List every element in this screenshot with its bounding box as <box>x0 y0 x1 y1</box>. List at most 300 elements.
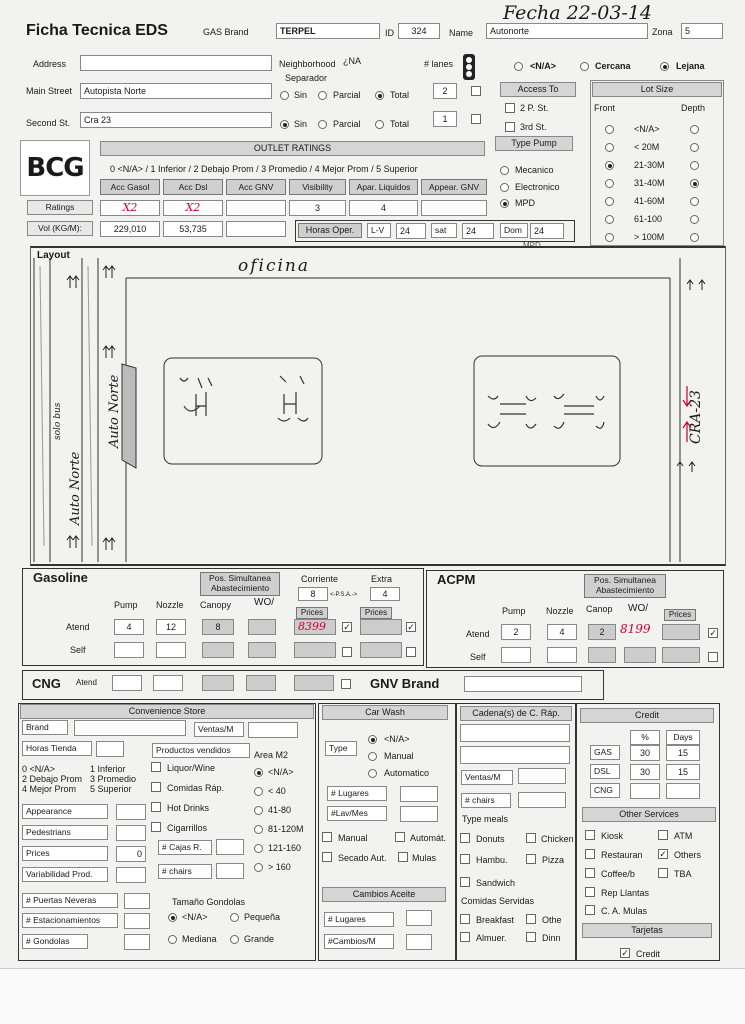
store-rating-label: Variabilidad Prod. <box>22 867 108 882</box>
lv-label: L-V <box>367 223 391 238</box>
credit-pct-field[interactable]: 30 <box>630 764 660 780</box>
tarjetas-header: Tarjetas <box>582 923 712 938</box>
cadena-header: Cadena(s) de C. Ráp. <box>460 706 572 721</box>
acpm-pump-label: Pump <box>502 606 526 616</box>
credit-type-label: DSL <box>590 764 620 779</box>
vol-value-field[interactable]: 53,735 <box>163 221 223 237</box>
store-rating-field[interactable]: 0 <box>116 846 146 862</box>
acpm-pump-atend[interactable]: 2 <box>501 624 531 640</box>
gasoline-corriente-field[interactable]: 8 <box>298 587 328 601</box>
acpm-self-label: Self <box>470 652 486 662</box>
product-check[interactable] <box>151 822 161 832</box>
cadena-name-2[interactable] <box>460 746 570 764</box>
serv-other-check[interactable] <box>526 914 536 924</box>
store-ventas-label: Ventas/M <box>194 722 244 737</box>
car-wash-type-label: Type <box>325 741 357 756</box>
store-rating-label: Prices <box>22 846 108 861</box>
cambios-lugares-field[interactable] <box>406 910 432 926</box>
gasoline-psa-label: <-P.S.A.-> <box>330 592 358 598</box>
id-label: ID <box>385 28 394 38</box>
pump-mpd-label: MPD <box>515 198 535 208</box>
lot-depth-radio[interactable] <box>690 197 699 206</box>
main-street-label: Main Street <box>26 86 73 96</box>
service-check[interactable] <box>585 868 595 878</box>
rating-column-header: Visibility <box>289 179 346 195</box>
name-label: Name <box>449 28 474 38</box>
credit-days-field[interactable]: 15 <box>666 764 700 780</box>
credit-days-field[interactable] <box>666 783 700 799</box>
cadena-chairs-field[interactable] <box>518 792 566 808</box>
meal-hambu-label: Hambu. <box>476 855 508 865</box>
car-wash-lugares-field[interactable] <box>400 786 438 802</box>
lot-front-radio[interactable] <box>605 215 614 224</box>
gondola-pequena-label: Pequeña <box>244 912 281 922</box>
pump-mecanico-radio[interactable] <box>500 166 509 175</box>
cng-title: CNG <box>32 676 61 691</box>
car-wash-manual-check[interactable] <box>322 832 332 842</box>
gasoline-extra-price-self[interactable] <box>360 642 402 658</box>
horas-oper-label: Horas Oper. <box>298 223 362 238</box>
acpm-wo-label: WO/ <box>628 603 648 614</box>
store-rating-field[interactable] <box>116 867 146 883</box>
gasoline-extra-price-atend[interactable] <box>360 619 402 635</box>
access-3rd-check[interactable] <box>505 122 515 132</box>
pump-electronico-label: Electronico <box>515 182 560 192</box>
meal-pizza-check[interactable] <box>526 854 536 864</box>
acpm-self-check[interactable] <box>708 652 718 662</box>
service-label: Kiosk <box>601 831 624 841</box>
store-scale-4: 4 Mejor Prom <box>22 784 77 794</box>
bcg-logo <box>20 140 90 196</box>
auto-norte-road-label: Auto Norte <box>68 451 83 525</box>
lot-depth-radio[interactable] <box>690 125 699 134</box>
fecha-handwritten: Fecha 22-03-14 <box>503 2 653 24</box>
lot-depth-radio[interactable] <box>690 161 699 170</box>
distance-lejana-label: Lejana <box>676 61 705 71</box>
gondola-mediana-radio[interactable] <box>168 935 177 944</box>
address-field[interactable] <box>80 55 272 71</box>
rating-value-field[interactable] <box>226 200 286 216</box>
credit-days-field[interactable]: 15 <box>666 745 700 761</box>
gasoline-prices-a: Prices <box>296 607 328 619</box>
serv-breakfast-check[interactable] <box>460 914 470 924</box>
gondola-grande-radio[interactable] <box>230 935 239 944</box>
acpm-price-field[interactable] <box>662 624 700 640</box>
area-radio[interactable] <box>254 787 263 796</box>
rating-column-header: Acc Dsl <box>163 179 223 195</box>
main-sin-radio[interactable] <box>280 91 289 100</box>
car-wash-secado-label: Secado Aut. <box>338 853 387 863</box>
store-scale-2: 2 Debajo Prom <box>22 774 83 784</box>
lanes-main-field[interactable]: 2 <box>433 83 457 99</box>
second-parcial-radio[interactable] <box>318 120 327 129</box>
store-brand-field[interactable] <box>74 720 186 736</box>
store-estac-field[interactable] <box>124 913 150 929</box>
store-cajas-label: # Cajas R. <box>158 840 212 855</box>
meal-donuts-check[interactable] <box>460 833 470 843</box>
lot-front-radio[interactable] <box>605 125 614 134</box>
gasoline-wo-self[interactable] <box>248 642 276 658</box>
credit-pct-field[interactable]: 30 <box>630 745 660 761</box>
gasoline-price-atend[interactable]: 8399 <box>294 619 336 635</box>
neighborhood-field[interactable]: ¿NA <box>343 56 361 66</box>
cadena-ventas-label: Ventas/M <box>461 770 513 785</box>
lanes-label: # lanes <box>424 59 454 69</box>
area-label: <N/A> <box>268 767 294 777</box>
pump-mpd-radio[interactable] <box>500 199 509 208</box>
product-check[interactable] <box>151 782 161 792</box>
car-wash-automat-label: Automát. <box>410 833 447 843</box>
main-sin-label: Sin <box>294 90 308 100</box>
gasoline-extra-self-check[interactable] <box>406 647 416 657</box>
area-radio[interactable] <box>254 806 263 815</box>
second-st-field[interactable]: Cra 23 <box>80 112 272 128</box>
lot-depth-radio[interactable] <box>690 179 699 188</box>
rating-value-field[interactable]: 3 <box>289 200 346 216</box>
service-label: Others <box>674 850 702 860</box>
traffic-light-icon <box>463 54 475 80</box>
acpm-atend-label: Atend <box>466 629 490 639</box>
area-label: > 160 <box>268 862 291 872</box>
distance-na-radio[interactable] <box>514 62 523 71</box>
lot-option-label: 31-40M <box>634 178 665 188</box>
cambios-mes-field[interactable] <box>406 934 432 950</box>
car-wash-lugares-label: # Lugares <box>327 786 387 801</box>
second-sin-radio[interactable] <box>280 120 289 129</box>
gasoline-pump-atend[interactable]: 4 <box>114 619 144 635</box>
lot-depth-radio[interactable] <box>690 143 699 152</box>
zona-label: Zona <box>652 27 673 37</box>
acpm-price-check[interactable]: ✓ <box>709 628 717 638</box>
gasoline-wo-atend[interactable] <box>248 619 276 635</box>
gondola-na-radio[interactable] <box>168 913 177 922</box>
credit-pct-field[interactable] <box>630 783 660 799</box>
dom-field[interactable]: 24 <box>530 223 564 239</box>
service-check[interactable] <box>585 887 595 897</box>
product-label: Comidas Ráp. <box>167 783 225 793</box>
gasoline-extra-check[interactable]: ✓ <box>407 622 415 632</box>
serv-other-label: Othe <box>542 915 562 925</box>
product-label: Cigarrillos <box>167 823 208 833</box>
cambios-lugares-label: # Lugares <box>324 912 394 927</box>
acpm-price-atend[interactable]: 8199 <box>620 622 651 636</box>
rating-value-field[interactable]: X2 <box>163 200 223 216</box>
second-parcial-label: Parcial <box>333 119 361 129</box>
serv-almuer-check[interactable] <box>460 932 470 942</box>
store-chairs-label: # chairs <box>158 864 212 879</box>
oficina-label: oficina <box>238 256 311 276</box>
area-label: 121-160 <box>268 843 302 853</box>
gasoline-title: Gasoline <box>33 570 88 585</box>
store-puertas-field[interactable] <box>124 893 150 909</box>
area-radio[interactable] <box>254 825 263 834</box>
store-rating-field[interactable] <box>116 825 146 841</box>
rating-column-header: Acc Gasol <box>100 179 160 195</box>
store-gondolas-label: # Gondolas <box>22 934 88 949</box>
gasoline-price-self[interactable] <box>294 642 336 658</box>
serv-breakfast-label: Breakfast <box>476 915 515 925</box>
gnv-brand-field[interactable] <box>464 676 582 692</box>
product-check[interactable] <box>151 762 161 772</box>
cambios-mes-label: #Cambios/M <box>324 934 394 949</box>
sat-field[interactable]: 24 <box>462 223 494 239</box>
sat-label: sat <box>431 223 457 238</box>
credit-card-check[interactable]: ✓ <box>621 948 629 958</box>
area-radio[interactable] <box>254 768 263 777</box>
page-title: Ficha Tecnica EDS <box>26 22 168 39</box>
gasoline-extra-label: Extra <box>371 574 393 584</box>
rating-value-field[interactable] <box>421 200 487 216</box>
gasoline-nozzle-self[interactable] <box>156 642 186 658</box>
gas-brand-label: GAS Brand <box>203 27 249 37</box>
auto-norte-road-label-2: Auto Norte <box>107 374 122 448</box>
second-total-radio[interactable] <box>375 120 384 129</box>
vol-value-field[interactable] <box>226 221 286 237</box>
layout-sketch <box>30 246 726 566</box>
lot-option-label: > 100M <box>634 232 665 242</box>
store-puertas-label: # Puertas Neveras <box>22 893 118 908</box>
address-label: Address <box>33 59 67 69</box>
meal-pizza-label: Pizza <box>542 855 565 865</box>
car-wash-secado-check[interactable] <box>322 852 332 862</box>
service-label: TBA <box>674 869 692 879</box>
car-wash-auto-radio[interactable] <box>368 769 377 778</box>
store-rating-label: Appearance <box>22 804 108 819</box>
gas-brand-field[interactable]: TERPEL <box>276 23 380 39</box>
store-scale-5: 5 Superior <box>90 784 132 794</box>
other-services-header: Other Services <box>582 807 716 822</box>
car-wash-mulas-check[interactable] <box>398 852 408 862</box>
lot-front-radio[interactable] <box>605 233 614 242</box>
acpm-wo-self[interactable] <box>624 647 656 663</box>
gasoline-prices-b: Prices <box>360 607 392 619</box>
cng-check[interactable] <box>341 679 351 689</box>
lanes-main-check[interactable] <box>471 86 481 96</box>
service-check[interactable]: ✓ <box>659 849 667 859</box>
service-check[interactable] <box>585 830 595 840</box>
product-check[interactable] <box>151 802 161 812</box>
area-radio[interactable] <box>254 863 263 872</box>
gondola-pequena-radio[interactable] <box>230 913 239 922</box>
layout-label: Layout <box>37 250 70 261</box>
rating-value-field[interactable]: 4 <box>349 200 418 216</box>
acpm-pump-self[interactable] <box>501 647 531 663</box>
gasoline-self-label: Self <box>70 645 86 655</box>
distance-na-label: <N/A> <box>530 61 557 71</box>
car-wash-manual-radio[interactable] <box>368 752 377 761</box>
pump-mecanico-label: Mecanico <box>515 165 554 175</box>
area-label: < 40 <box>268 786 286 796</box>
main-parcial-radio[interactable] <box>318 91 327 100</box>
neighborhood-label: Neighborhood <box>279 59 336 69</box>
acpm-pos-sim: Pos. Simultanea Abastecimiento <box>584 574 666 598</box>
cambios-aceite-header: Cambios Aceite <box>322 887 446 902</box>
lot-option-label: < 20M <box>634 142 660 152</box>
meal-hambu-check[interactable] <box>460 854 470 864</box>
store-rating-field[interactable] <box>116 804 146 820</box>
cadena-ventas-field[interactable] <box>518 768 566 784</box>
lot-front-label: Front <box>594 103 616 113</box>
vol-value-field[interactable]: 229,010 <box>100 221 160 237</box>
store-scale-3: 3 Promedio <box>90 774 137 784</box>
acpm-canopy-atend[interactable]: 2 <box>588 624 616 640</box>
vol-label: Vol (KG/M): <box>27 221 93 236</box>
gasoline-self-check[interactable] <box>342 647 352 657</box>
cng-canopy-field[interactable] <box>202 675 234 691</box>
store-rating-label: Pedestrians <box>22 825 108 840</box>
lot-depth-radio[interactable] <box>690 215 699 224</box>
store-ventas-field[interactable] <box>248 722 298 738</box>
car-wash-manual-label: Manual <box>384 751 414 761</box>
acpm-nozzle-self[interactable] <box>547 647 577 663</box>
dom-label: Dom <box>500 223 528 238</box>
service-label: ATM <box>674 831 693 841</box>
access-2p-check[interactable] <box>505 103 515 113</box>
lot-front-radio[interactable] <box>605 179 614 188</box>
car-wash-manual-check-label: Manual <box>338 833 368 843</box>
gasoline-wo-label: WO/ <box>254 597 274 608</box>
serv-dinner-label: Dinn <box>542 933 561 943</box>
car-wash-lav-label: #Lav/Mes <box>327 806 387 821</box>
store-scale-0: 0 <N/A> <box>22 764 56 774</box>
cng-nozzle-field[interactable] <box>153 675 183 691</box>
main-total-radio[interactable] <box>375 91 384 100</box>
product-label: Hot Drinks <box>167 803 210 813</box>
cng-atend-label: Atend <box>76 678 97 687</box>
meal-chicken-check[interactable] <box>526 833 536 843</box>
lanes-second-field[interactable]: 1 <box>433 111 457 127</box>
lot-size-header: Lot Size <box>592 82 722 97</box>
service-label: Coffee/b <box>601 869 635 879</box>
store-estac-label: # Estacionamientos <box>22 913 118 928</box>
lot-option-label: 41-60M <box>634 196 665 206</box>
gasoline-atend-label: Atend <box>66 622 90 632</box>
store-gondolas-field[interactable] <box>124 934 150 950</box>
gasoline-canopy-atend[interactable]: 8 <box>202 619 234 635</box>
gnv-brand-label: GNV Brand <box>370 676 440 691</box>
gasoline-extra-field[interactable]: 4 <box>370 587 400 601</box>
area-radio[interactable] <box>254 844 263 853</box>
lot-front-radio[interactable] <box>605 143 614 152</box>
car-wash-lav-field[interactable] <box>400 806 438 822</box>
service-check[interactable] <box>585 905 595 915</box>
lot-depth-label: Depth <box>681 103 706 113</box>
page-bottom-rule <box>0 968 745 1024</box>
car-wash-na-label: <N/A> <box>384 734 410 744</box>
store-header: Convenience Store <box>20 704 314 719</box>
service-label: Rep Llantas <box>601 888 650 898</box>
credit-type-label: CNG <box>590 783 620 798</box>
store-tamano-label: Tamaño Gondolas <box>172 897 246 907</box>
acpm-nozzle-atend[interactable]: 4 <box>547 624 577 640</box>
car-wash-automat-check[interactable] <box>395 832 405 842</box>
gondola-grande-label: Grande <box>244 934 275 944</box>
ratings-label: Ratings <box>27 200 93 215</box>
area-label: 81-120M <box>268 824 304 834</box>
main-total-label: Total <box>390 90 410 100</box>
gasoline-pos-sim: Pos. Simultanea Abastecimiento <box>200 572 280 596</box>
store-productos-label: Productos vendidos <box>152 743 250 758</box>
distance-lejana-radio[interactable] <box>660 62 669 71</box>
gasoline-nozzle-atend[interactable]: 12 <box>156 619 186 635</box>
serv-dinner-check[interactable] <box>526 932 536 942</box>
lot-depth-radio[interactable] <box>690 233 699 242</box>
cadena-chairs-label: # chairs <box>461 793 511 808</box>
lanes-second-check[interactable] <box>471 114 481 124</box>
gasoline-nozzle-label: Nozzle <box>156 600 184 610</box>
rating-scale-text: 0 <N/A> / 1 Inferior / 2 Debajo Prom / 3 Promedio / 4 Mejor Prom / 5 Superior <box>110 164 418 174</box>
second-st-label: Second St. <box>26 118 71 128</box>
meal-donuts-label: Donuts <box>476 834 505 844</box>
acpm-price-self[interactable] <box>662 647 700 663</box>
gasoline-pump-self[interactable] <box>114 642 144 658</box>
lot-option-label: <N/A> <box>634 124 660 134</box>
area-label: 41-80 <box>268 805 292 815</box>
lot-option-label: 61-100 <box>634 214 663 224</box>
rating-column-header: Apar. Liquidos <box>349 179 418 195</box>
acpm-canopy-self[interactable] <box>588 647 616 663</box>
main-street-field[interactable]: Autopista Norte <box>80 83 272 99</box>
lv-field[interactable]: 24 <box>396 223 426 239</box>
zona-field[interactable]: 5 <box>681 23 723 39</box>
cng-pump-field[interactable] <box>112 675 142 691</box>
gondola-mediana-label: Mediana <box>182 934 217 944</box>
store-brand-label: Brand <box>22 720 68 735</box>
credit-days-label: Days <box>666 730 700 745</box>
acpm-prices: Prices <box>664 609 696 621</box>
distance-cercana-radio[interactable] <box>580 62 589 71</box>
store-chairs-field[interactable] <box>216 863 244 879</box>
gasoline-price-check[interactable]: ✓ <box>343 622 351 632</box>
pump-electronico-radio[interactable] <box>500 183 509 192</box>
access-to-header: Access To <box>500 82 576 97</box>
main-parcial-label: Parcial <box>333 90 361 100</box>
bcg-logo-text: BCG <box>26 153 84 183</box>
cra23-label: CRA-23 <box>688 390 704 444</box>
cng-wo-field[interactable] <box>246 675 276 691</box>
rating-column-header: Acc GNV <box>226 179 286 195</box>
service-check[interactable] <box>585 849 595 859</box>
store-cajas-field[interactable] <box>216 839 244 855</box>
credit-pct-label: % <box>630 730 660 745</box>
rating-value-field[interactable]: X2 <box>100 200 160 216</box>
gasoline-canopy-label: Canopy <box>200 600 232 610</box>
service-check[interactable] <box>658 868 668 878</box>
cadena-name-1[interactable] <box>460 724 570 742</box>
comidas-servidas-label: Comidas Servidas <box>461 896 535 906</box>
credit-header: Credit <box>580 708 714 723</box>
lot-front-radio[interactable] <box>605 161 614 170</box>
car-wash-na-radio[interactable] <box>368 735 377 744</box>
meal-sandwich-check[interactable] <box>460 877 470 887</box>
store-horas-field[interactable] <box>96 741 124 757</box>
gasoline-canopy-self[interactable] <box>202 642 234 658</box>
service-check[interactable] <box>658 830 668 840</box>
pump-mpd-label-trunc: MPD <box>523 241 541 247</box>
acpm-canop-label: Canop <box>586 604 613 614</box>
type-pump-header: Type Pump <box>495 136 573 151</box>
cng-price-field[interactable] <box>294 675 334 691</box>
second-sin-label: Sin <box>294 119 308 129</box>
store-scale-1: 1 Inferior <box>90 764 126 774</box>
lot-front-radio[interactable] <box>605 197 614 206</box>
car-wash-mulas-label: Mulas <box>412 853 437 863</box>
cadena-type-meals-label: Type meals <box>462 814 509 824</box>
id-field[interactable]: 324 <box>398 23 440 39</box>
acpm-nozzle-label: Nozzle <box>546 606 574 616</box>
name-field[interactable]: Autonorte <box>486 23 648 39</box>
credit-card-label: Credit <box>636 949 661 959</box>
